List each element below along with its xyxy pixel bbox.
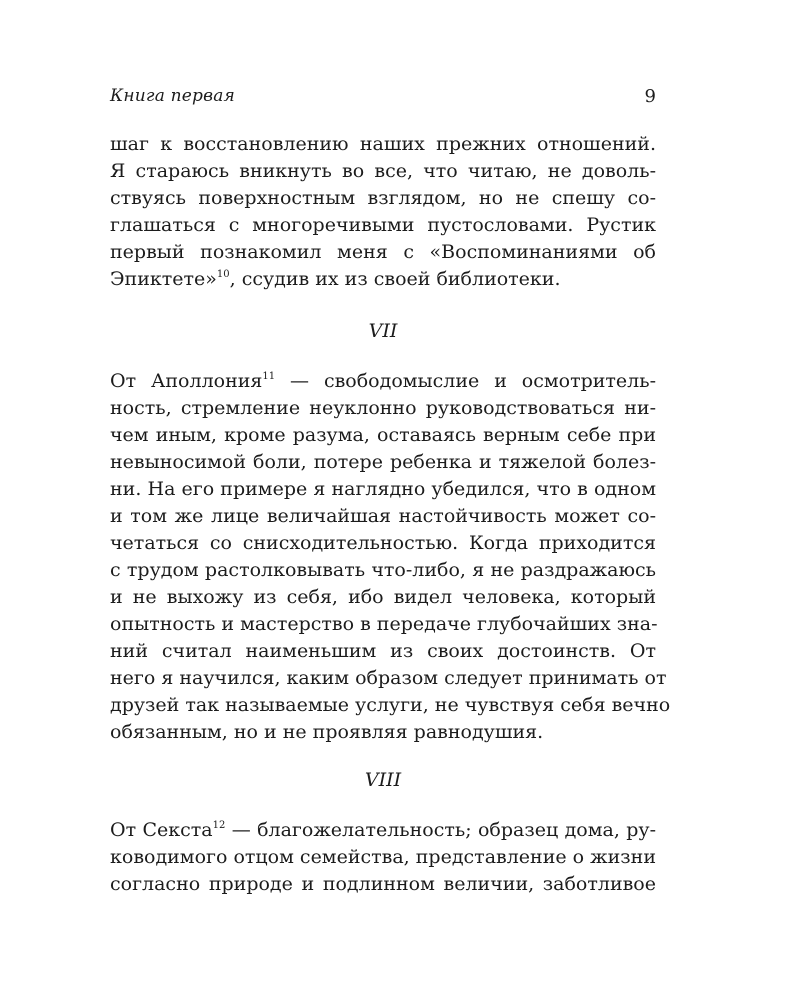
text-fragment: — свободомыслие и осмотритель- [275,370,656,392]
text-line: глашаться с многоречивыми пустословами. Рустик [110,214,656,236]
text-line: шаг к восстановлению наших прежних отношений. [110,133,656,155]
text-line: и не выхожу из себя, ибо видел человека, который [110,586,656,608]
text-line: него я научился, каким образом следует принимать от [110,667,667,689]
text-line: ствуясь поверхностным взглядом, но не спешу со- [110,187,656,209]
text-line: ководимого отцом семейства, представление о жизни [110,846,656,868]
text-line: друзей так называемые услуги, не чувствуя себя вечно [110,694,671,716]
text-line [110,266,656,293]
text-line [110,817,656,844]
text-line: и том же лице величайшая настойчивость может со- [110,505,656,527]
text-line: невыносимой боли, потере ребенка и тяжелой болез- [110,451,656,473]
text-line: четаться со снисходительностью. Когда приходится [110,532,656,554]
text-line: первый познакомил меня с «Воспоминаниями об [110,241,656,263]
text-fragment: — благожелательность; образец дома, ру- [225,819,656,841]
text-line: ность, стремление неуклонно руководствоваться ни- [110,397,656,419]
text-line: чем иным, кроме разума, оставаясь верным себе при [110,424,656,446]
text-fragment: От Секста [110,819,213,841]
page-number: 9 [644,86,656,107]
text-line: с трудом растолковывать что-либо, я не раздражаюсь [110,559,656,581]
text-fragment: Эпиктете» [110,268,217,290]
running-title: Книга первая [110,86,236,106]
text-line [110,368,656,395]
section-heading-vii: VII [368,320,398,342]
text-fragment: От Аполлония [110,370,263,392]
section-heading-viii: VIII [364,769,402,791]
text-fragment: , ссудив их из своей библиотеки. [229,268,561,290]
running-header [110,86,656,110]
footnote-ref[interactable]: 11 [262,371,276,382]
text-line: ни. На его примере я наглядно убедился, что в одном [110,478,656,500]
text-line: обязанным, но и не проявляя равнодушия. [110,721,544,743]
text-line: опытность и мастерство в передаче глубочайших зна- [110,613,658,635]
text-line: Я стараюсь вникнуть во все, что читаю, не доволь- [110,160,656,182]
text-line: согласно природе и подлинном величии, заботливое [110,873,656,895]
footnote-ref[interactable]: 10 [216,269,230,280]
footnote-ref[interactable]: 12 [212,820,226,831]
text-line: ний считал наименьшим из своих достоинств. От [110,640,656,662]
